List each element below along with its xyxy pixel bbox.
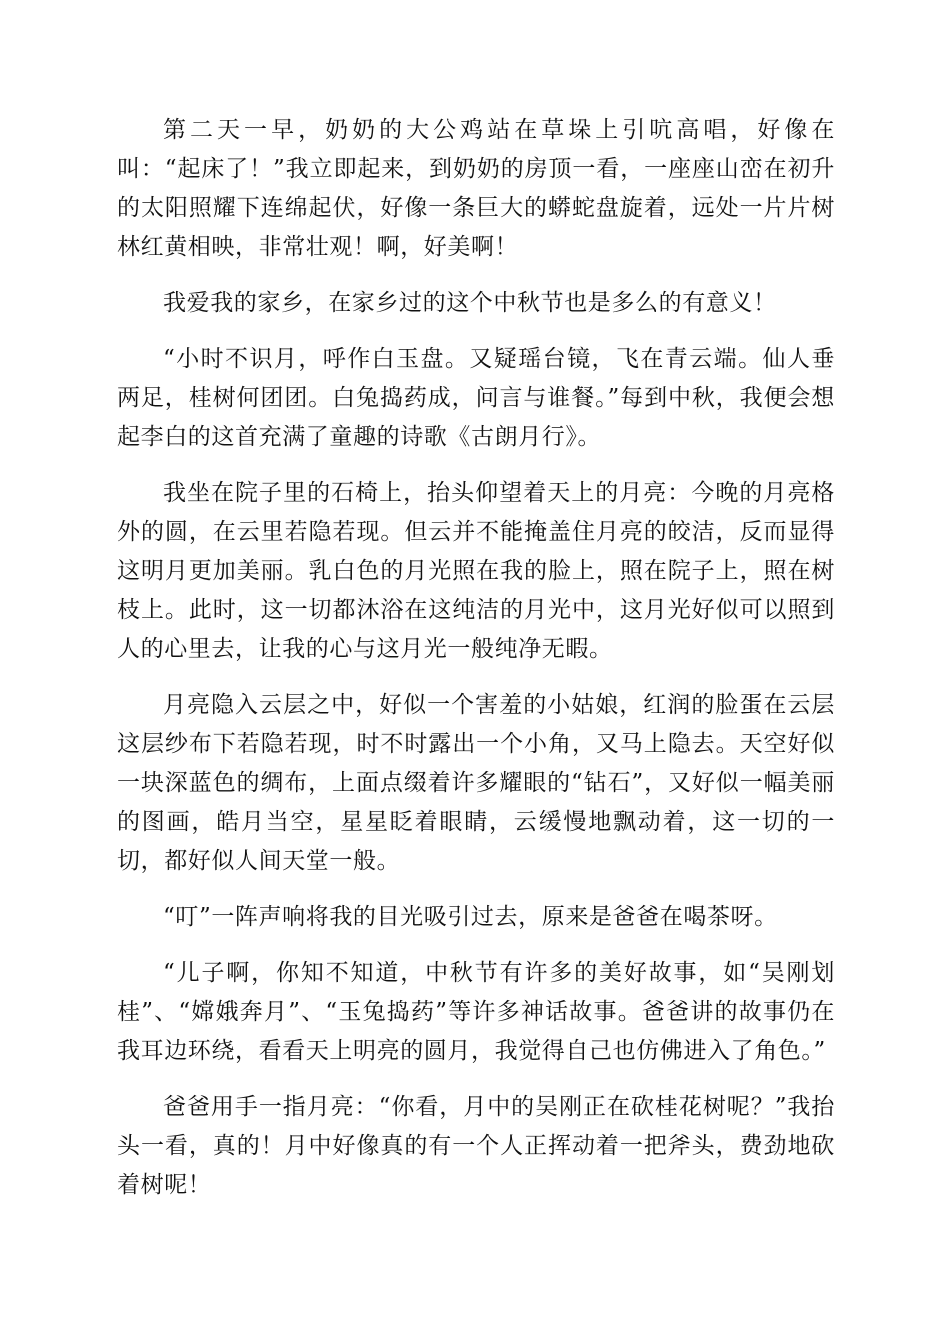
paragraph-5: 月亮隐入云层之中，好似一个害羞的小姑娘，红润的脸蛋在云层这层纱布下若隐若现，时不时露出一个小角，又马上隐去。天空好似一块深蓝色的绸布，上面点缀着许多耀眼的“钻石”，又好似一幅美丽的图画，皓月当空，星星眨着眼睛，云缓慢地飘动着，这一切的一切，都好似人间天堂一般。 [117, 692, 835, 874]
paragraph-3: “小时不识月，呼作白玉盘。又疑瑶台镜，飞在青云端。仙人垂两足，桂树何团团。白兔捣药成，问言与谁餐。”每到中秋，我便会想起李白的这首充满了童趣的诗歌《古朗月行》。 [117, 346, 835, 450]
paragraph-8: 爸爸用手一指月亮：“你看，月中的吴刚正在砍桂花树呢？”我抬头一看，真的！月中好像真的有一个人正挥动着一把斧头，费劲地砍着树呢！ [117, 1094, 835, 1198]
paragraph-7: “儿子啊，你知不知道，中秋节有许多的美好故事，如“吴刚划桂”、“嫦娥奔月”、“玉兔捣药”等许多神话故事。爸爸讲的故事仍在我耳边环绕，看看天上明亮的圆月，我觉得自己也仿佛进入了角色。” [117, 960, 835, 1064]
document-body [117, 111, 835, 1222]
paragraph-4: 我坐在院子里的石椅上，抬头仰望着天上的月亮：今晚的月亮格外的圆，在云里若隐若现。但云并不能掩盖住月亮的皎洁，反而显得这明月更加美丽。乳白色的月光照在我的脸上，照在院子上，照在树枝上。此时，这一切都沐浴在这纯洁的月光中，这月光好似可以照到人的心里去，让我的心与这月光一般纯净无暇。 [117, 480, 835, 662]
paragraph-2: 我爱我的家乡，在家乡过的这个中秋节也是多么的有意义！ [163, 290, 777, 316]
paragraph-6: “叮”一阵声响将我的目光吸引过去，原来是爸爸在喝茶呀。 [163, 904, 778, 930]
paragraph-1: 第二天一早，奶奶的大公鸡站在草垛上引吭高唱，好像在叫：“起床了！”我立即起来，到奶奶的房顶一看，一座座山峦在初升的太阳照耀下连绵起伏，好像一条巨大的蟒蛇盘旋着，远处一片片树林红黄相映，非常壮观！啊，好美啊！ [117, 117, 835, 260]
